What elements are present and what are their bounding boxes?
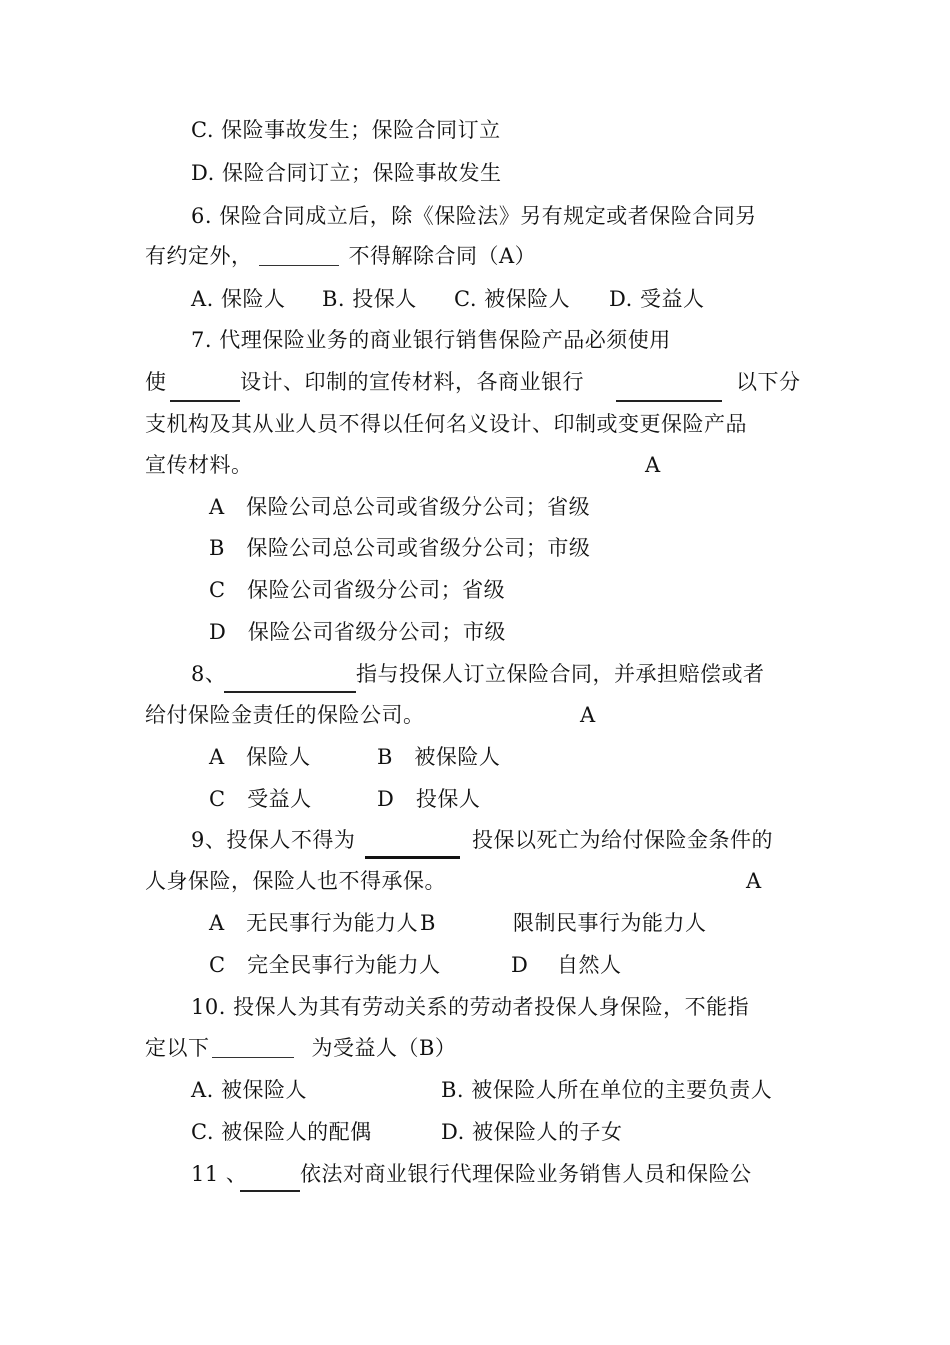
question-6-line-1: 6. 保险合同成立后，除《保险法》另有规定或者保险合同另 [191,204,757,228]
answer-blank [365,856,460,859]
question-7-line-2-middle: 设计、印制的宣传材料，各商业银行 [240,370,584,394]
option-c-q5: C. 保险事故发生；保险合同订立 [191,118,501,142]
answer-blank [259,247,339,266]
question-9-prefix: 9、投保人不得为 [191,828,356,852]
question-6-line-2 [145,242,536,270]
q8-answer: A [580,703,596,727]
q6-option-b: B. 投保人 [322,287,417,311]
q7-answer: A [645,453,661,477]
q10-option-b: B. 被保险人所在单位的主要负责人 [441,1078,773,1102]
q7-option-a: A 保险公司总公司或省级分公司；省级 [209,495,591,519]
q7-option-c: C 保险公司省级分公司；省级 [209,578,506,602]
q7-option-b: B 保险公司总公司或省级分公司；市级 [209,536,591,560]
q10-suffix: 为受益人（B） [311,1036,457,1060]
q9-answer: A [746,869,762,893]
q8-option-c: C 受益人 [209,787,312,811]
question-7-line-1: 7. 代理保险业务的商业银行销售保险产品必须使用 [191,328,671,352]
question-10-line-1: 10. 投保人为其有劳动关系的劳动者投保人身保险，不能指 [191,995,750,1019]
question-11-prefix: 11 、 [191,1162,248,1186]
q6-suffix: 不得解除合同（A） [348,244,537,268]
answer-blank [240,1190,300,1192]
question-8-prefix: 8、 [191,662,227,686]
question-10-line-2 [145,1034,456,1062]
question-7-line-3: 支机构及其从业人员不得以任何名义设计、印制或变更保险产品 [145,412,747,436]
q6-prefix: 有约定外， [145,244,253,268]
q8-option-b: B 被保险人 [377,745,501,769]
answer-blank [170,400,240,402]
question-7-line-2-prefix: 使 [145,370,167,394]
q10-option-c: C. 被保险人的配偶 [191,1120,372,1144]
q6-option-a: A. 保险人 [191,287,286,311]
question-7-line-4: 宣传材料。 [145,453,253,477]
q9-option-c: C 完全民事行为能力人 [209,953,441,977]
q6-option-d: D. 受益人 [609,287,705,311]
q9-option-d: D 自然人 [511,953,622,977]
q10-option-a: A. 被保险人 [191,1078,308,1102]
question-8-line-2: 给付保险金责任的保险公司。 [145,703,425,727]
question-11-line-1: 依法对商业银行代理保险业务销售人员和保险公 [300,1162,752,1186]
answer-blank [212,1039,294,1058]
q8-option-d: D 投保人 [377,787,481,811]
option-d-q5: D. 保险合同订立；保险事故发生 [191,161,502,185]
answer-blank [616,400,722,402]
question-9-line-1: 投保以死亡为给付保险金条件的 [472,828,773,852]
q10-prefix: 定以下 [145,1036,210,1060]
q6-option-c: C. 被保险人 [454,287,571,311]
q9-option-a: A 无民事行为能力人 [209,911,419,935]
question-9-line-2: 人身保险，保险人也不得承保。 [145,869,446,893]
question-7-line-2-suffix: 以下分 [736,370,801,394]
q10-option-d: D. 被保险人的子女 [441,1120,623,1144]
q7-option-d: D 保险公司省级分公司；市级 [209,620,506,644]
q9-option-b: 限制民事行为能力人 [513,911,707,935]
q8-option-a: A 保险人 [209,745,311,769]
answer-blank [224,691,356,693]
question-8-line-1: 指与投保人订立保险合同，并承担赔偿或者 [356,662,765,686]
q9-option-b-letter: B [420,911,436,935]
